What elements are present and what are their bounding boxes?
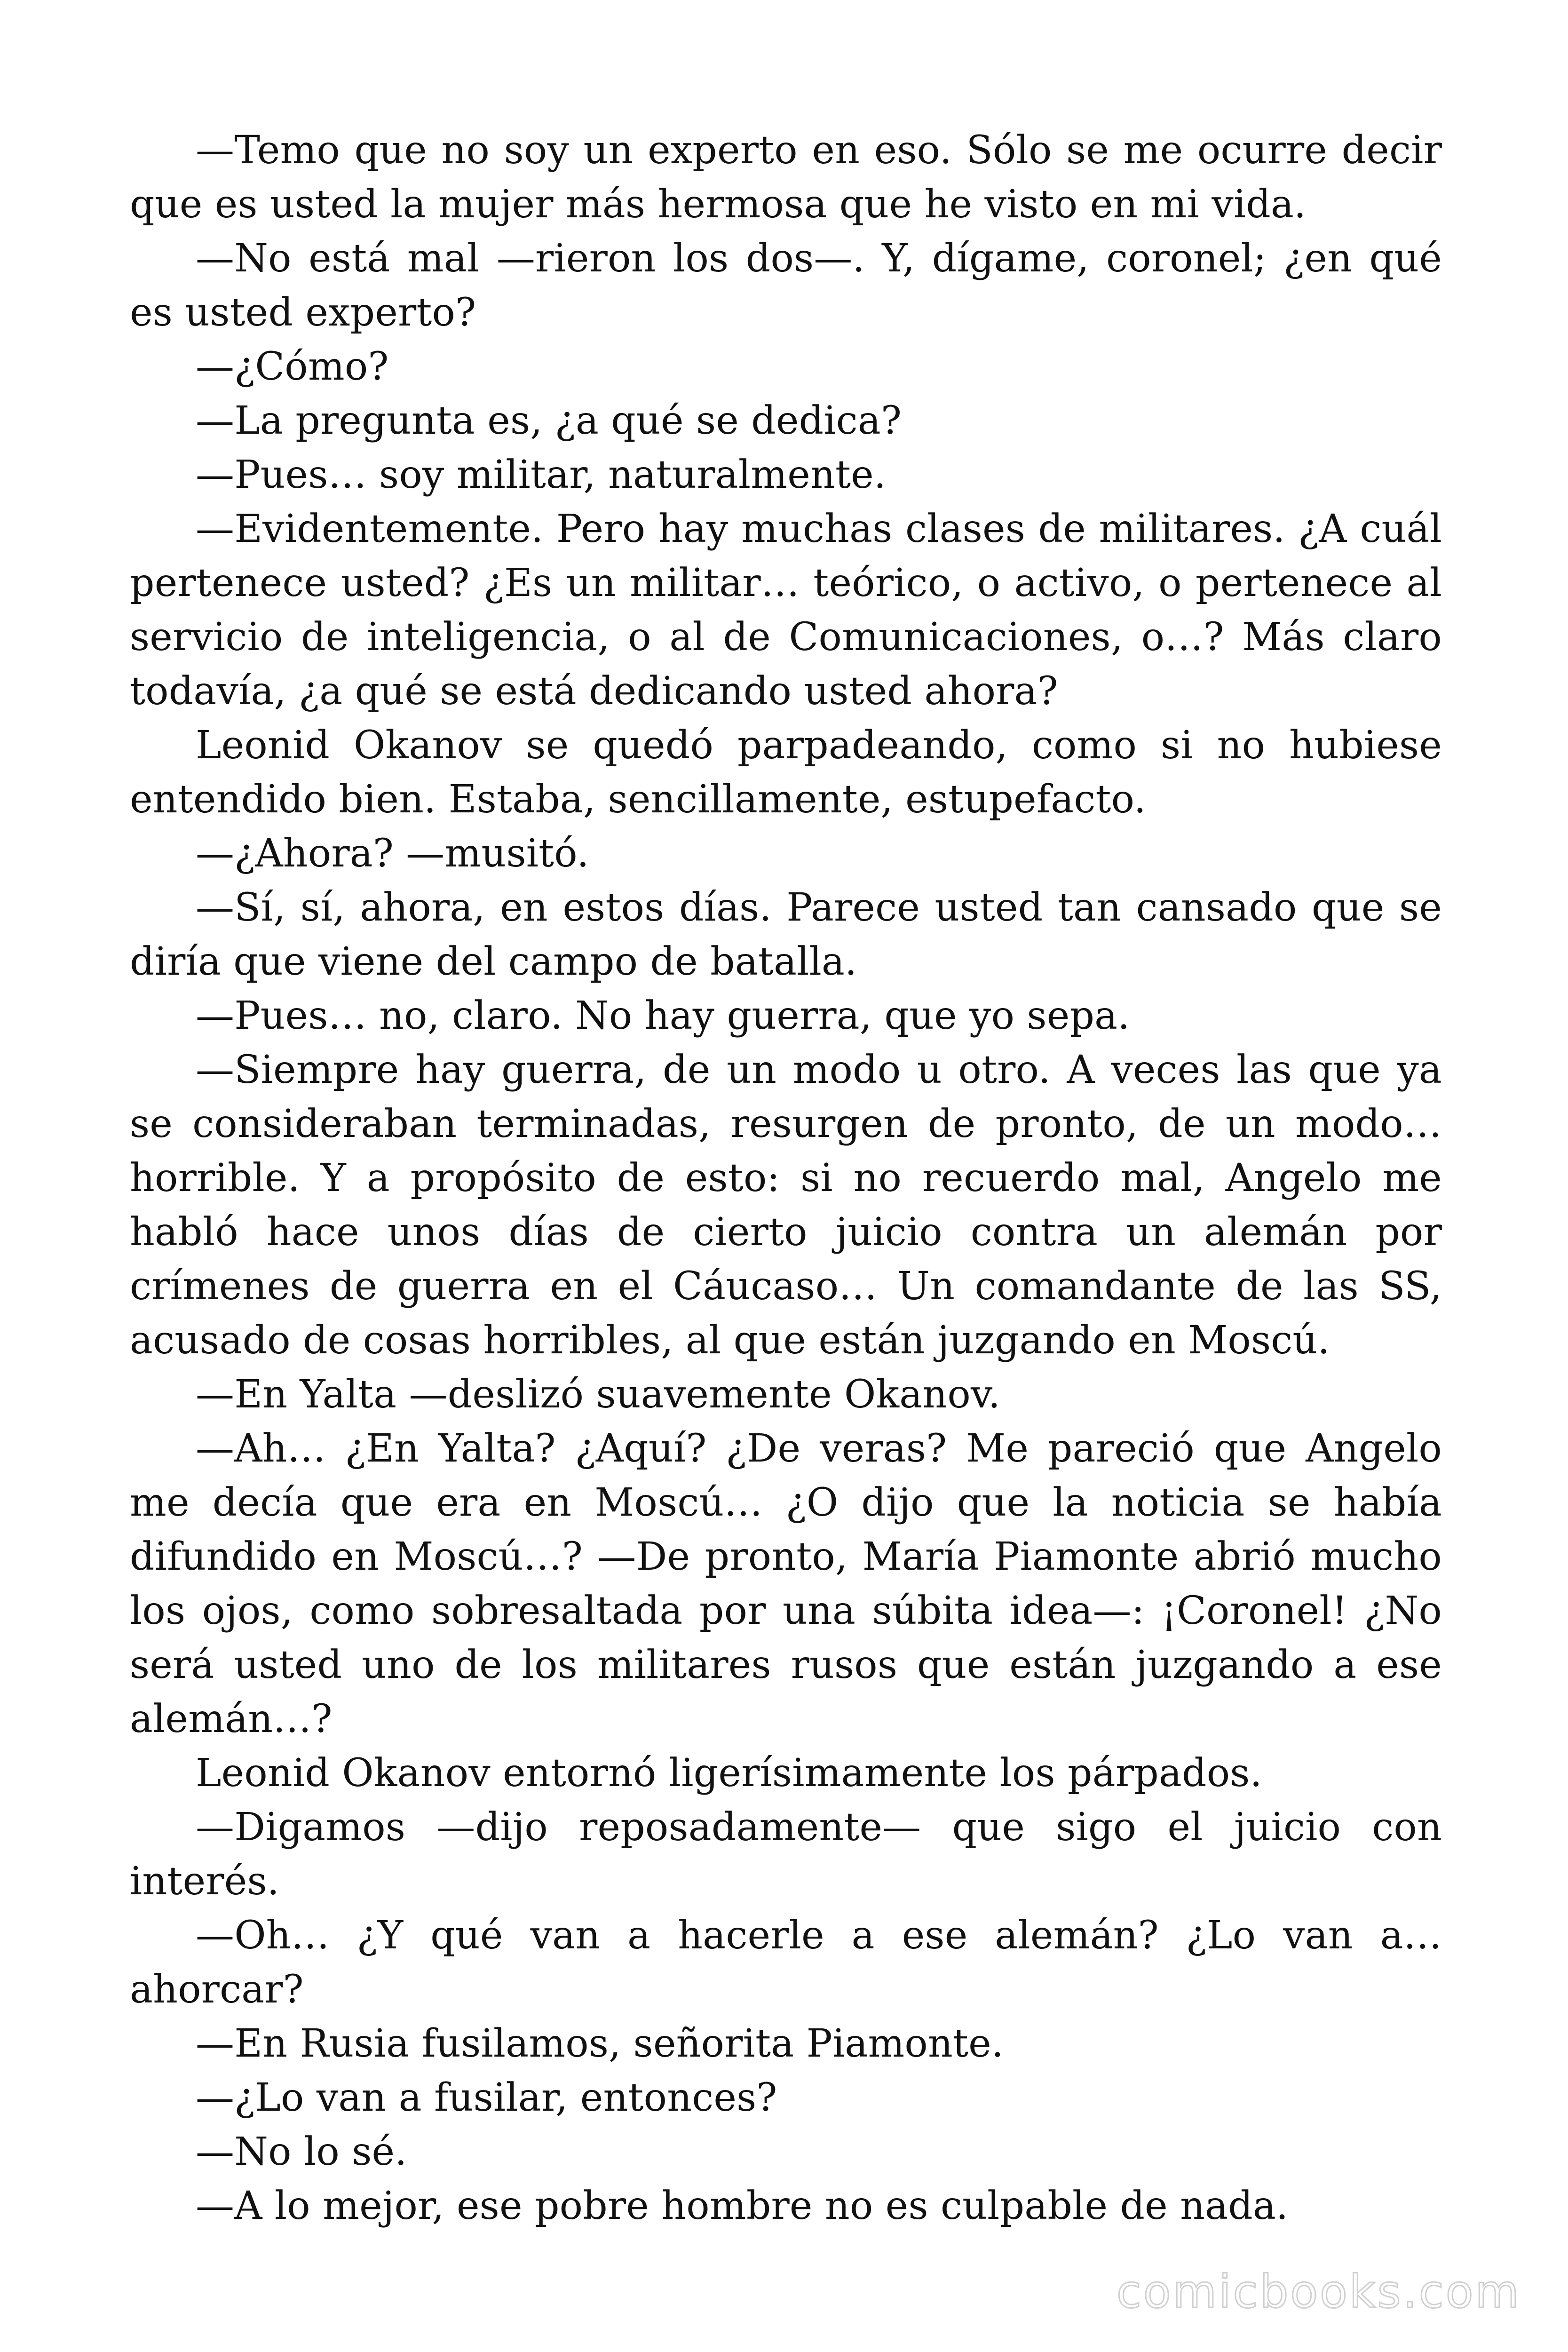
- paragraph: —Sí, sí, ahora, en estos días. Parece usted tan cansado que se diría que viene del campo de batalla.: [130, 885, 1442, 984]
- paragraph: —A lo mejor, ese pobre hombre no es culpable de nada.: [196, 2184, 1289, 2228]
- paragraph: —Temo que no soy un experto en eso. Sólo se me ocurre decir que es usted la mujer más hermosa que he visto en mi vida.: [130, 128, 1442, 227]
- paragraph: —Oh… ¿Y qué van a hacerle a ese alemán? ¿Lo van a… ahorcar?: [130, 1913, 1442, 2012]
- paragraph: —Digamos —dijo reposadamente— que sigo el juicio con interés.: [130, 1805, 1442, 1904]
- paragraph: —¿Lo van a fusilar, entonces?: [196, 2075, 777, 2120]
- paragraph: —Siempre hay guerra, de un modo u otro. A veces las que ya se consideraban terminadas, resurgen de pronto, de un modo… horrible. Y a propósito de esto: si no recuerdo mal, Angelo me habló hace unos días de cierto juicio contra un alemán por crímenes de guerra en el Cáucaso… Un comandante de las SS, acusado de cosas horribles, al que están juzgando en Moscú.: [130, 1048, 1442, 1363]
- paragraph: Leonid Okanov se quedó parpadeando, como si no hubiese entendido bien. Estaba, sencillamente, estupefacto.: [130, 723, 1442, 822]
- paragraph: —En Yalta —deslizó suavemente Okanov.: [196, 1372, 1001, 1417]
- paragraph: —No lo sé.: [196, 2130, 407, 2174]
- paragraph: —¿Cómo?: [196, 344, 389, 389]
- paragraph: —No está mal —rieron los dos—. Y, dígame, coronel; ¿en qué es usted experto?: [130, 236, 1442, 335]
- paragraph: —Evidentemente. Pero hay muchas clases de militares. ¿A cuál pertenece usted? ¿Es un militar… teórico, o activo, o pertenece al servicio de inteligencia, o al de Comunicaciones, o…? Más claro todavía, ¿a qué se está dedicando usted ahora?: [130, 507, 1442, 714]
- paragraph: —En Rusia fusilamos, señorita Piamonte.: [196, 2021, 1004, 2066]
- body-text: [130, 123, 1442, 2233]
- paragraph: —Pues… no, claro. No hay guerra, que yo sepa.: [196, 993, 1130, 1038]
- paragraph: —Ah… ¿En Yalta? ¿Aquí? ¿De veras? Me pareció que Angelo me decía que era en Moscú… ¿O dijo que la noticia se había difundido en Moscú…? —De pronto, María Piamonte abrió mucho los ojos, como sobresaltada por una súbita idea—: ¡Coronel! ¿No será usted uno de los militares rusos que están juzgando a ese alemán…?: [130, 1426, 1442, 1741]
- paragraph: —La pregunta es, ¿a qué se dedica?: [196, 398, 902, 443]
- paragraph: —Pues… soy militar, naturalmente.: [196, 453, 887, 497]
- watermark: comicbooks.com: [1116, 2265, 1521, 2318]
- paragraph: —¿Ahora? —musitó.: [196, 831, 589, 876]
- paragraph: Leonid Okanov entornó ligerísimamente los párpados.: [196, 1751, 1262, 1796]
